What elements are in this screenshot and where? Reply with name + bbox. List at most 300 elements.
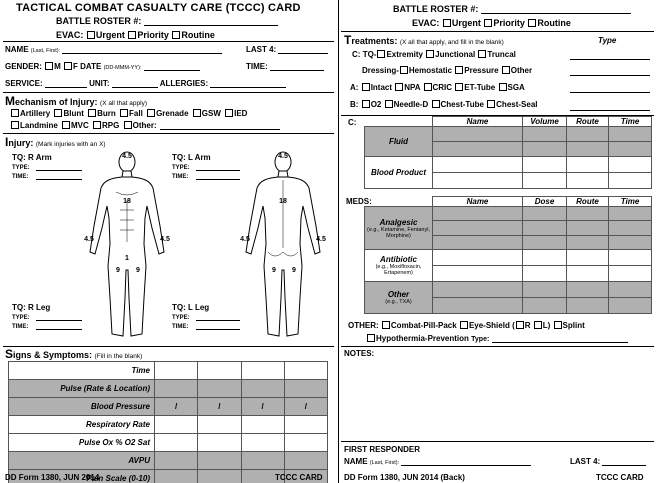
vitals-cell[interactable] xyxy=(198,434,241,452)
tq-r-leg-time-field[interactable] xyxy=(36,329,82,330)
tq-l-leg-type-label: TYPE: xyxy=(172,315,190,321)
gender-m-label: M xyxy=(54,62,61,71)
gender-f-checkbox[interactable] xyxy=(64,62,72,70)
antibiotic-title: Antibiotic xyxy=(380,255,417,264)
med-cell[interactable] xyxy=(433,282,523,298)
dressing-other-checkbox[interactable] xyxy=(502,66,510,74)
eye-l-label: L) xyxy=(542,321,551,330)
battle-roster-field[interactable] xyxy=(56,16,278,26)
analgesic-title: Analgesic xyxy=(379,217,418,227)
back-left-arm-percent: 4.5 xyxy=(316,236,326,243)
med-cell[interactable] xyxy=(567,266,609,282)
tq-l-arm-type-field[interactable] xyxy=(196,170,240,171)
a-et-tube-label: ET-Tube xyxy=(464,83,496,92)
vitals-row-time xyxy=(9,362,328,380)
moi-artillery-checkbox[interactable] xyxy=(11,109,19,117)
front-head-percent: 4.5 xyxy=(122,153,132,160)
other-med-hint: (e.g., TXA) xyxy=(385,299,412,305)
service-row xyxy=(5,79,286,88)
vitals-label: AVPU xyxy=(9,452,155,470)
back-evac-priority-checkbox[interactable] xyxy=(484,19,492,27)
b-o2-label: O2 xyxy=(370,100,382,109)
back-torso-percent: 18 xyxy=(279,198,287,205)
hypothermia-type-field[interactable] xyxy=(492,342,628,343)
combat-pill-pack-checkbox[interactable] xyxy=(382,321,390,329)
back-evac-urgent-label: Urgent xyxy=(451,18,481,28)
back-evac-priority-label: Priority xyxy=(493,18,525,28)
med-cell[interactable] xyxy=(523,235,567,249)
blood-row xyxy=(365,157,652,173)
injury-hint: (Mark injuries with an X) xyxy=(35,141,106,148)
dressing-label: Dressing- xyxy=(362,66,399,75)
tq-r-arm-type-field[interactable] xyxy=(36,170,82,171)
evac-priority-checkbox[interactable] xyxy=(128,31,136,39)
med-cell[interactable] xyxy=(609,282,652,298)
vitals-cell[interactable]: / xyxy=(241,398,284,416)
meds-header-dose: Dose xyxy=(523,197,567,207)
fluid-label: Fluid xyxy=(365,127,433,157)
fluid-cell[interactable] xyxy=(609,127,652,142)
moi-artillery-label: Artillery xyxy=(20,109,51,118)
moi-other-field[interactable] xyxy=(160,129,280,130)
blood-cell[interactable] xyxy=(567,157,609,173)
fluid-cell[interactable] xyxy=(433,142,523,157)
analgesic-label xyxy=(365,207,433,250)
meds-label: MEDS: xyxy=(346,197,372,206)
moi-row-2 xyxy=(10,121,280,130)
analgesic-hint: (e.g., Ketamine, Fentanyl, Morphine) xyxy=(367,226,430,239)
tq-l-arm-type-label: TYPE: xyxy=(172,165,190,171)
med-cell[interactable] xyxy=(433,221,523,235)
body-diagram-front[interactable] xyxy=(82,148,172,344)
a-intact-label: Intact xyxy=(370,83,393,92)
meds-table xyxy=(364,196,652,314)
med-cell[interactable] xyxy=(433,207,523,221)
moi-gsw-checkbox[interactable] xyxy=(193,109,201,117)
evac-urgent-checkbox[interactable] xyxy=(87,31,95,39)
med-cell[interactable] xyxy=(567,235,609,249)
vitals-cell[interactable] xyxy=(241,416,284,434)
antibiotic-row xyxy=(365,250,652,266)
fluid-table xyxy=(364,116,652,189)
front-footer-form: DD Form 1380, JUN 2014 xyxy=(5,473,100,482)
a-intact-checkbox[interactable] xyxy=(362,83,370,91)
fr-name-hint: (Last, First): xyxy=(369,460,400,466)
moi-mvc-checkbox[interactable] xyxy=(62,121,70,129)
a-et-tube-checkbox[interactable] xyxy=(455,83,463,91)
evac-urgent-label: Urgent xyxy=(95,30,125,40)
tq-l-arm-time-label: TIME: xyxy=(172,174,189,180)
vitals-cell[interactable] xyxy=(198,416,241,434)
blood-cell[interactable] xyxy=(433,173,523,189)
back-battle-roster-label: BATTLE ROSTER #: xyxy=(393,4,479,14)
meds-header-time: Time xyxy=(609,197,652,207)
vitals-cell[interactable] xyxy=(155,380,198,398)
type-column-label: Type xyxy=(598,36,617,45)
vitals-cell[interactable] xyxy=(284,416,327,434)
moi-grenade-label: Grenade xyxy=(156,109,189,118)
evac-priority-label: Priority xyxy=(137,30,169,40)
med-cell[interactable] xyxy=(523,298,567,314)
treatments-heading xyxy=(344,33,504,47)
name-field[interactable] xyxy=(5,45,222,54)
a-npa-label: NPA xyxy=(404,83,421,92)
moi-rpg-label: RPG xyxy=(102,121,120,130)
fr-last4-label: LAST 4: xyxy=(570,457,601,466)
tq-truncal-checkbox[interactable] xyxy=(478,50,486,58)
battle-roster-label: BATTLE ROSTER #: xyxy=(56,16,142,26)
dressing-pressure-label: Pressure xyxy=(464,66,499,75)
moi-rpg-checkbox[interactable] xyxy=(93,121,101,129)
med-cell[interactable] xyxy=(523,221,567,235)
vitals-label: Pulse Ox % O2 Sat xyxy=(9,434,155,452)
med-cell[interactable] xyxy=(609,221,652,235)
tq-r-leg-box xyxy=(12,303,82,330)
med-cell[interactable] xyxy=(609,250,652,266)
front-right-leg-percent: 9 xyxy=(116,267,120,274)
signs-hint: (Fill in the blank) xyxy=(94,353,143,360)
moi-ied-label: IED xyxy=(234,109,248,118)
moi-cap: M xyxy=(5,94,15,108)
tq-type-field[interactable] xyxy=(570,59,650,60)
tq-junctional-label: Junctional xyxy=(435,50,476,59)
med-cell[interactable] xyxy=(609,207,652,221)
dressing-pressure-checkbox[interactable] xyxy=(455,66,463,74)
moi-burn-label: Burn xyxy=(97,109,116,118)
vitals-label: Time xyxy=(9,362,155,380)
front-left-arm-percent: 4.5 xyxy=(160,236,170,243)
vitals-cell[interactable]: / xyxy=(155,398,198,416)
tq-r-leg-time-label: TIME: xyxy=(12,324,29,330)
blood-cell[interactable] xyxy=(523,173,567,189)
signs-title: igns & Symptoms: xyxy=(13,350,93,360)
tq-l-arm-box xyxy=(172,153,240,180)
fluid-header-name: Name xyxy=(433,117,523,127)
blood-cell[interactable] xyxy=(523,157,567,173)
back-evac-routine-label: Routine xyxy=(537,18,571,28)
back-right-leg-percent: 9 xyxy=(272,267,276,274)
eye-r-label: R xyxy=(524,321,531,330)
fluid-corner xyxy=(365,117,433,127)
hypothermia-checkbox[interactable] xyxy=(367,334,375,342)
name-label: NAME xyxy=(5,45,29,54)
allergies-field[interactable] xyxy=(210,87,286,88)
med-cell[interactable] xyxy=(523,250,567,266)
tq-l-arm-time-field[interactable] xyxy=(196,179,240,180)
vitals-label: Pain Scale (0-10) xyxy=(9,470,155,483)
med-cell[interactable] xyxy=(523,266,567,282)
b-row xyxy=(350,100,538,109)
back-evac-label: EVAC: xyxy=(412,18,440,28)
moi-fall-checkbox[interactable] xyxy=(120,109,128,117)
moi-other-checkbox[interactable] xyxy=(124,121,132,129)
a-type-field[interactable] xyxy=(570,92,650,93)
signs-heading xyxy=(5,347,142,361)
med-cell[interactable] xyxy=(567,221,609,235)
b-needle-d-checkbox[interactable] xyxy=(385,100,393,108)
moi-hint: (X all that apply) xyxy=(100,100,148,107)
service-label: SERVICE: xyxy=(5,79,43,88)
fr-name-field[interactable] xyxy=(344,457,531,466)
vitals-cell[interactable] xyxy=(198,380,241,398)
vitals-cell[interactable]: / xyxy=(198,398,241,416)
splint-label: Splint xyxy=(562,321,585,330)
front-footer-card: TCCC CARD xyxy=(275,473,323,482)
evac-label: EVAC: xyxy=(56,30,84,40)
eye-shield-label: Eye-Shield ( xyxy=(468,321,515,330)
fluid-cell[interactable] xyxy=(567,127,609,142)
fluid-cell[interactable] xyxy=(523,142,567,157)
fr-name-label: NAME xyxy=(344,457,368,466)
a-npa-checkbox[interactable] xyxy=(395,83,403,91)
back-evac-urgent-checkbox[interactable] xyxy=(443,19,451,27)
moi-ied-checkbox[interactable] xyxy=(225,109,233,117)
moi-row-1 xyxy=(10,109,247,118)
front-right-arm-percent: 4.5 xyxy=(84,236,94,243)
gender-f-label: F xyxy=(73,62,78,71)
tq-r-arm-type-label: TYPE: xyxy=(12,165,30,171)
a-sga-label: SGA xyxy=(507,83,525,92)
allergies-label: ALLERGIES: xyxy=(159,79,209,88)
vitals-cell[interactable]: / xyxy=(284,398,327,416)
back-evac-row xyxy=(412,18,571,28)
hypothermia-row xyxy=(366,334,628,343)
other-med-title: Other xyxy=(387,290,410,299)
vitals-cell[interactable] xyxy=(155,416,198,434)
body-diagram-back[interactable] xyxy=(238,148,328,344)
eye-shield-checkbox[interactable] xyxy=(460,321,468,329)
fluid-cell[interactable] xyxy=(523,127,567,142)
eye-shield-l-checkbox[interactable] xyxy=(534,321,542,329)
moi-other-label: Other: xyxy=(132,121,157,130)
a-cric-checkbox[interactable] xyxy=(424,83,432,91)
med-cell[interactable] xyxy=(567,207,609,221)
tq-extremity-checkbox[interactable] xyxy=(377,50,385,58)
vitals-cell[interactable] xyxy=(155,470,198,483)
splint-checkbox[interactable] xyxy=(554,321,562,329)
back-right-arm-percent: 4.5 xyxy=(240,236,250,243)
blood-product-label: Blood Product xyxy=(365,157,433,189)
tq-l-leg-box xyxy=(172,303,240,330)
b-chest-seal-label: Chest-Seal xyxy=(496,100,538,109)
signs-cap: S xyxy=(5,347,14,361)
last4-label: LAST 4: xyxy=(246,45,277,54)
injury-heading xyxy=(5,135,106,149)
back-footer-card: TCCC CARD xyxy=(596,473,644,482)
front-groin-percent: 1 xyxy=(125,255,129,262)
tq-l-leg-label: TQ: L Leg xyxy=(172,303,210,312)
last4-field[interactable] xyxy=(246,45,328,54)
eye-shield-r-checkbox[interactable] xyxy=(516,321,524,329)
other-med-label xyxy=(365,282,433,314)
blood-cell[interactable] xyxy=(433,157,523,173)
vitals-label: Blood Pressure xyxy=(9,398,155,416)
med-cell[interactable] xyxy=(609,266,652,282)
dressing-row xyxy=(362,66,532,75)
dressing-hemostatic-label: Hemostatic xyxy=(408,66,453,75)
b-chest-tube-label: Chest-Tube xyxy=(440,100,484,109)
vitals-label: Respiratory Rate xyxy=(9,416,155,434)
treat-hint: (X all that apply, and fill in the blank) xyxy=(399,39,504,46)
med-cell[interactable] xyxy=(523,207,567,221)
tq-l-leg-type-field[interactable] xyxy=(196,320,240,321)
unit-label: UNIT: xyxy=(89,79,110,88)
tq-l-leg-time-field[interactable] xyxy=(196,329,240,330)
gender-label: GENDER: xyxy=(5,62,42,71)
tq-junctional-checkbox[interactable] xyxy=(426,50,434,58)
vitals-cell[interactable] xyxy=(198,452,241,470)
vitals-cell[interactable] xyxy=(241,434,284,452)
med-cell[interactable] xyxy=(523,282,567,298)
c-label: C: xyxy=(352,50,361,59)
b-chest-seal-checkbox[interactable] xyxy=(487,100,495,108)
moi-title: echanism of Injury: xyxy=(15,97,98,107)
meds-header-name: Name xyxy=(433,197,523,207)
vitals-cell[interactable] xyxy=(198,362,241,380)
dressing-type-field[interactable] xyxy=(570,75,650,76)
treat-cap: T xyxy=(344,33,352,47)
tq-extremity-label: Extremity xyxy=(386,50,423,59)
c2-label: C: xyxy=(348,118,357,127)
moi-heading xyxy=(5,94,147,108)
injury-cap: I xyxy=(5,135,9,149)
hypothermia-type-label: Type: xyxy=(471,336,490,343)
fluid-row xyxy=(365,127,652,142)
name-hint: (Last, First): xyxy=(30,48,61,54)
analgesic-row xyxy=(365,207,652,221)
vitals-cell[interactable] xyxy=(241,380,284,398)
meds-header-route: Route xyxy=(567,197,609,207)
time-label: TIME: xyxy=(246,62,268,71)
tq-truncal-label: Truncal xyxy=(487,50,516,59)
med-cell[interactable] xyxy=(609,298,652,314)
vitals-cell[interactable] xyxy=(284,362,327,380)
tq-l-arm-label: TQ: L Arm xyxy=(172,153,211,162)
med-cell[interactable] xyxy=(433,235,523,249)
vitals-cell[interactable] xyxy=(284,434,327,452)
vitals-row-spo2 xyxy=(9,434,328,452)
b-o2-checkbox[interactable] xyxy=(362,100,370,108)
tq-r-leg-label: TQ: R Leg xyxy=(12,303,51,312)
moi-grenade-checkbox[interactable] xyxy=(147,109,155,117)
moi-fall-label: Fall xyxy=(129,109,143,118)
evac-routine-checkbox[interactable] xyxy=(172,31,180,39)
fr-last4-field[interactable] xyxy=(570,457,646,466)
service-field[interactable] xyxy=(45,87,87,88)
vitals-cell[interactable] xyxy=(155,452,198,470)
panel-divider xyxy=(338,0,339,483)
back-panel xyxy=(340,0,656,483)
meds-corner xyxy=(365,197,433,207)
moi-blunt-checkbox[interactable] xyxy=(54,109,62,117)
fluid-cell[interactable] xyxy=(609,142,652,157)
tq-r-leg-type-field[interactable] xyxy=(36,320,82,321)
b-type-field[interactable] xyxy=(570,110,650,111)
blood-cell[interactable] xyxy=(609,173,652,189)
tq-r-leg-type-label: TYPE: xyxy=(12,315,30,321)
evac-routine-label: Routine xyxy=(181,30,215,40)
other-med-row xyxy=(365,282,652,298)
vitals-cell[interactable] xyxy=(241,362,284,380)
c-tq-row xyxy=(352,50,516,59)
vitals-row-resp xyxy=(9,416,328,434)
vitals-cell[interactable] xyxy=(241,452,284,470)
time-field[interactable] xyxy=(246,62,324,71)
back-head-percent: 4.5 xyxy=(278,153,288,160)
back-evac-routine-checkbox[interactable] xyxy=(528,19,536,27)
other-label: OTHER: xyxy=(348,321,379,330)
moi-blunt-label: Blunt xyxy=(63,109,84,118)
vitals-cell[interactable] xyxy=(155,434,198,452)
front-torso-percent: 18 xyxy=(123,198,131,205)
back-footer-form: DD Form 1380, JUN 2014 (Back) xyxy=(344,473,465,482)
blood-cell[interactable] xyxy=(609,157,652,173)
vitals-table xyxy=(8,361,328,483)
tq-r-arm-time-field[interactable] xyxy=(36,179,82,180)
vitals-row-pulse xyxy=(9,380,328,398)
med-cell[interactable] xyxy=(567,282,609,298)
med-cell[interactable] xyxy=(433,298,523,314)
moi-landmine-checkbox[interactable] xyxy=(11,121,19,129)
moi-gsw-label: GSW xyxy=(201,109,221,118)
moi-burn-checkbox[interactable] xyxy=(88,109,96,117)
fluid-header-route: Route xyxy=(567,117,609,127)
med-cell[interactable] xyxy=(567,250,609,266)
b-needle-d-label: Needle-D xyxy=(393,100,429,109)
notes-area[interactable] xyxy=(344,360,652,440)
date-field[interactable] xyxy=(144,70,200,71)
tq-label: TQ- xyxy=(362,50,377,59)
vitals-row-avpu xyxy=(9,452,328,470)
med-cell[interactable] xyxy=(609,235,652,249)
back-battle-roster-field[interactable] xyxy=(393,4,631,14)
a-sga-checkbox[interactable] xyxy=(499,83,507,91)
date-hint: (DD-MMM-YY): xyxy=(103,65,142,71)
evac-row xyxy=(56,30,215,40)
dressing-hemostatic-checkbox[interactable] xyxy=(400,66,408,74)
injury-title: njury: xyxy=(8,138,34,148)
tq-l-leg-time-label: TIME: xyxy=(172,324,189,330)
a-row xyxy=(350,83,525,92)
back-left-leg-percent: 9 xyxy=(292,267,296,274)
gender-m-checkbox[interactable] xyxy=(45,62,53,70)
med-cell[interactable] xyxy=(433,266,523,282)
med-cell[interactable] xyxy=(433,250,523,266)
a-cric-label: CRIC xyxy=(432,83,453,92)
first-responder-label: FIRST RESPONDER xyxy=(344,445,421,454)
vitals-row-bp xyxy=(9,398,328,416)
vitals-label: Pulse (Rate & Location) xyxy=(9,380,155,398)
dressing-other-label: Other xyxy=(510,66,533,75)
date-label: DATE xyxy=(80,62,102,71)
fluid-cell[interactable] xyxy=(433,127,523,142)
blood-cell[interactable] xyxy=(567,173,609,189)
moi-landmine-label: Landmine xyxy=(20,121,58,130)
vitals-cell[interactable] xyxy=(284,380,327,398)
card-title: TACTICAL COMBAT CASUALTY CARE (TCCC) CARD xyxy=(16,2,301,14)
b-label: B: xyxy=(350,100,359,109)
med-cell[interactable] xyxy=(567,298,609,314)
other-row xyxy=(348,321,585,330)
b-chest-tube-checkbox[interactable] xyxy=(432,100,440,108)
fluid-cell[interactable] xyxy=(567,142,609,157)
vitals-cell[interactable] xyxy=(155,362,198,380)
hypothermia-label: Hypothermia-Prevention xyxy=(376,334,469,343)
vitals-cell[interactable] xyxy=(284,452,327,470)
vitals-cell[interactable] xyxy=(198,470,241,483)
unit-field[interactable] xyxy=(112,87,158,88)
moi-mvc-label: MVC xyxy=(71,121,89,130)
